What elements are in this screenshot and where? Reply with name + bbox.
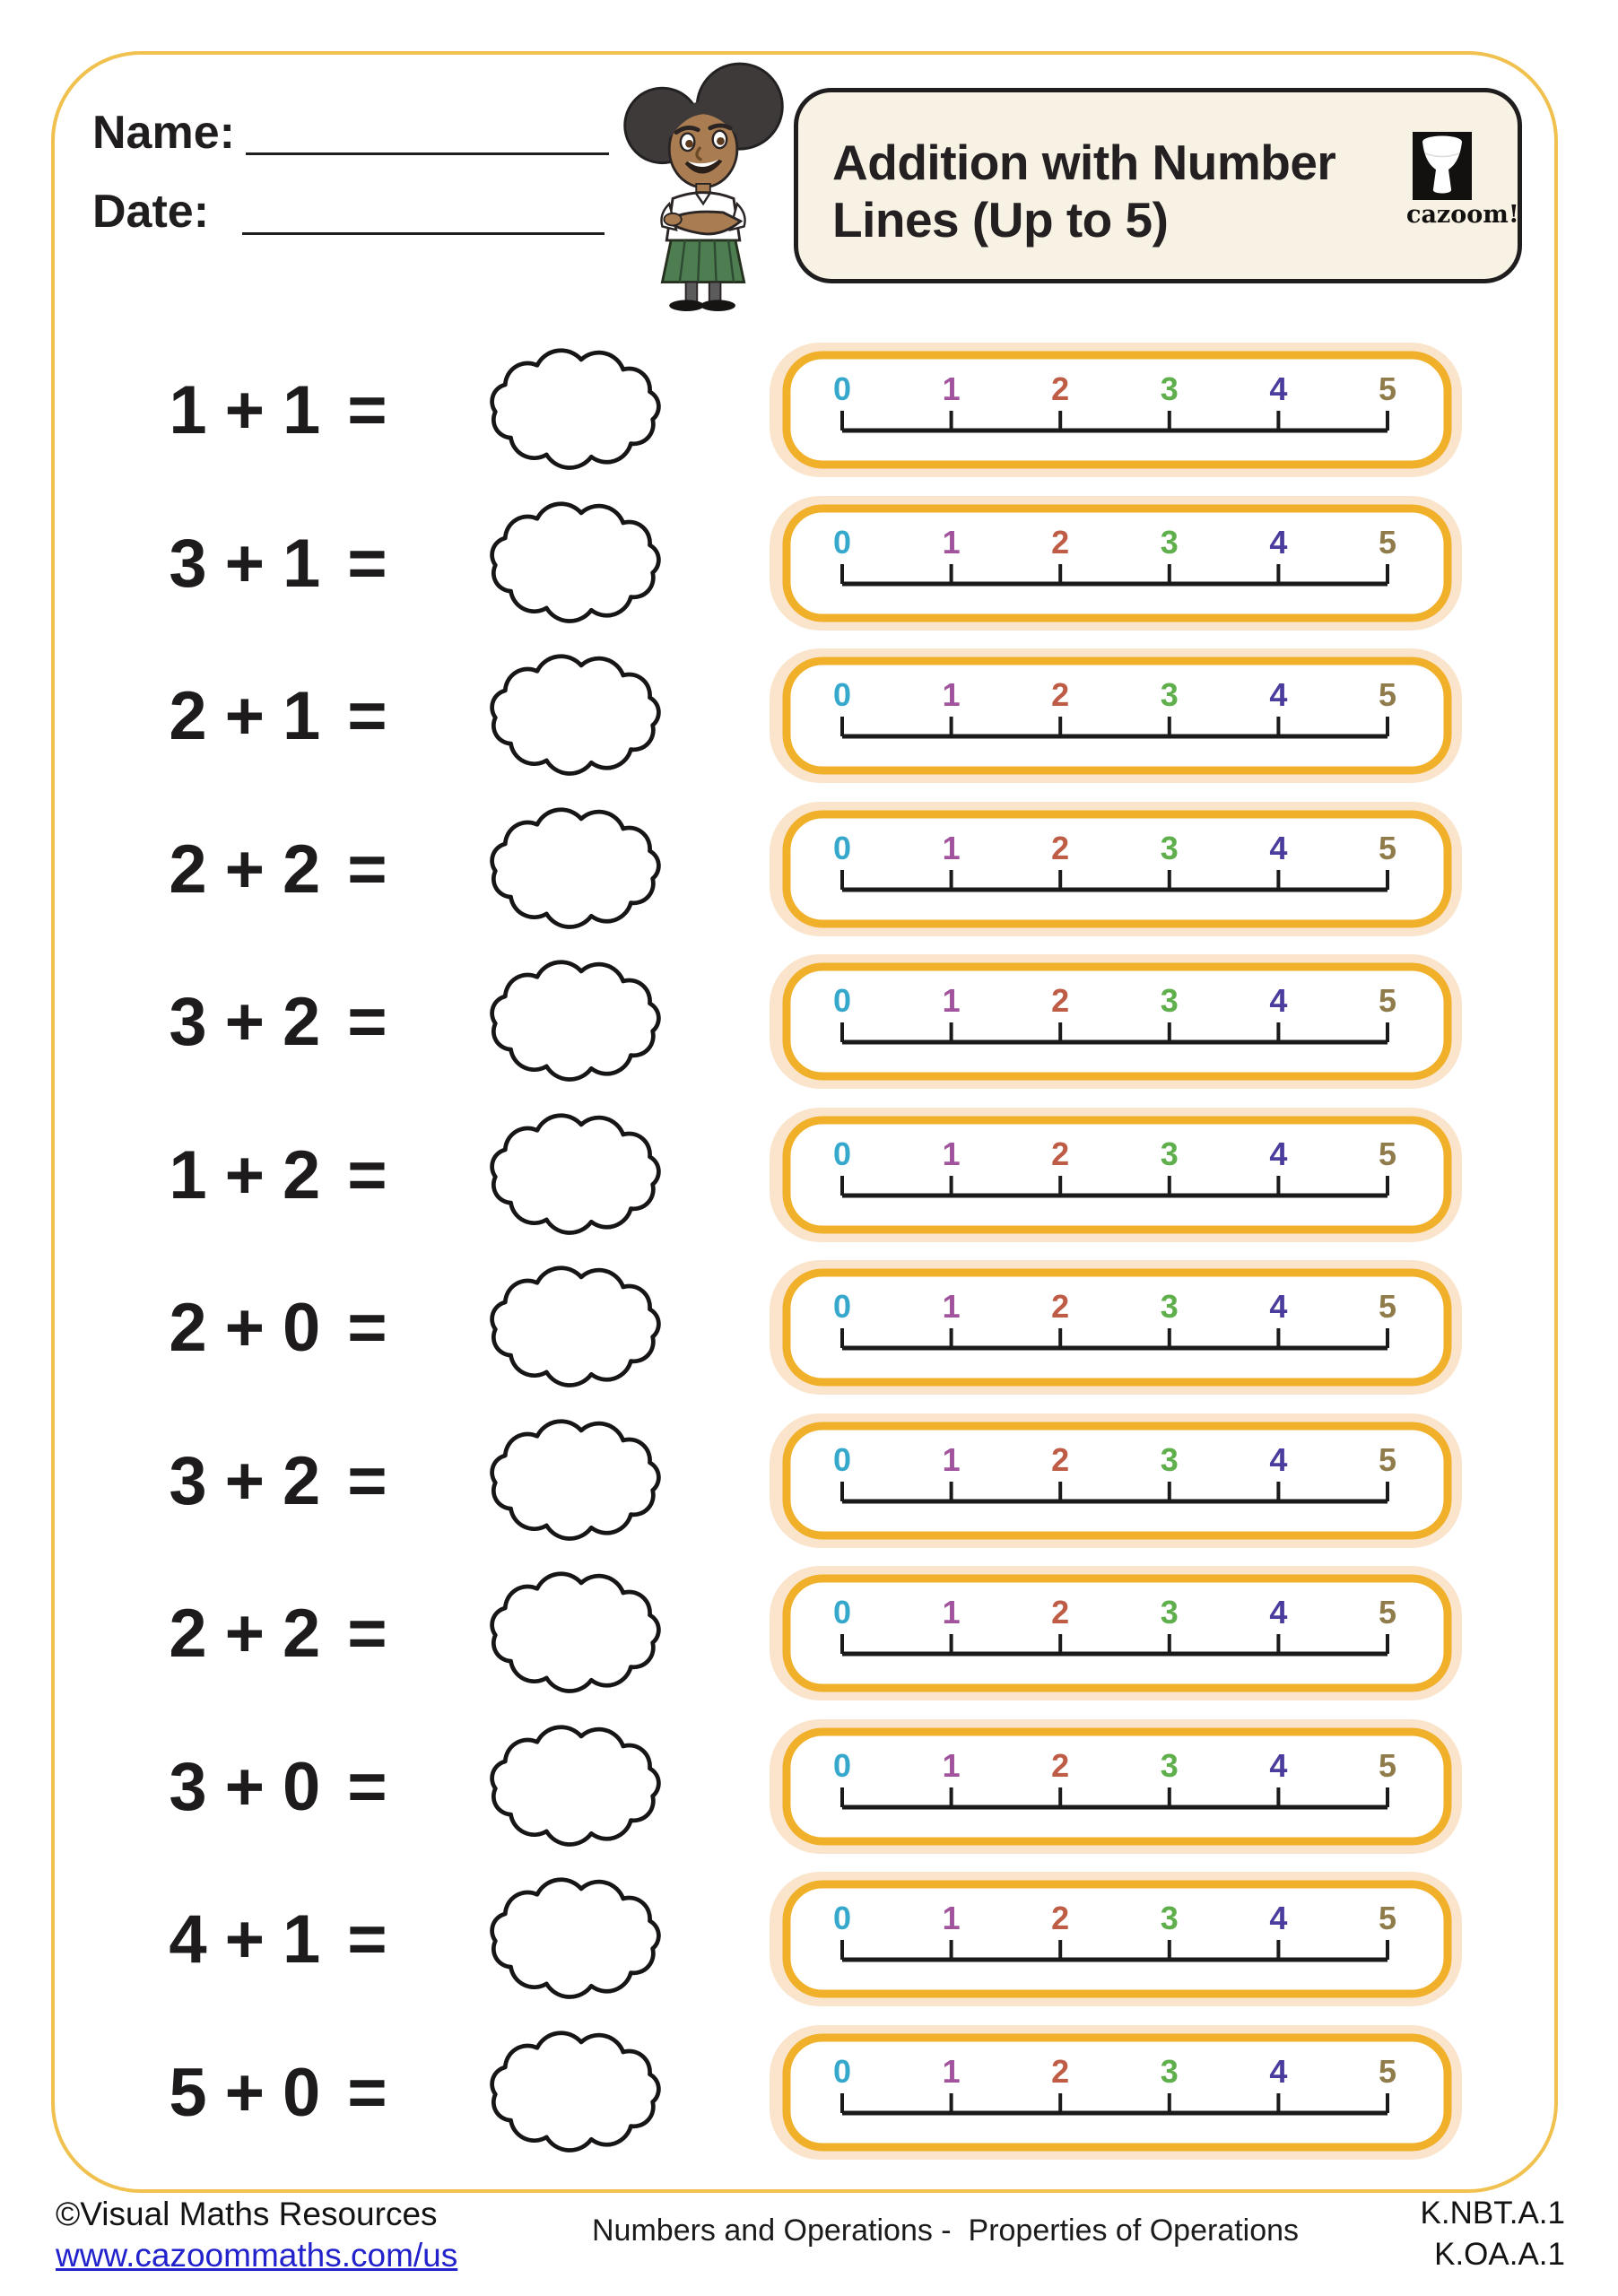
numberline-label-2: 2: [1051, 1135, 1070, 1172]
addend-b: 2: [283, 984, 321, 1060]
numberline-label-5: 5: [1378, 982, 1397, 1019]
addend-a: 2: [169, 678, 207, 754]
numberline-label-0: 0: [832, 676, 852, 713]
numberline-frame: [787, 509, 1448, 618]
plus-sign: +: [224, 831, 265, 908]
numberline-label-1: 1: [942, 1135, 961, 1172]
numberline-label-4: 4: [1269, 1594, 1288, 1631]
numberline-frame: [787, 661, 1448, 770]
website-link[interactable]: www.cazoommaths.com/us: [56, 2237, 458, 2274]
equation: [108, 1412, 448, 1551]
equals-sign: =: [347, 1290, 387, 1366]
numberline-label-4: 4: [1269, 2053, 1288, 2090]
addend-a: 2: [169, 831, 207, 908]
numberline-label-0: 0: [832, 370, 852, 407]
name-line[interactable]: [246, 152, 609, 155]
numberline-label-3: 3: [1160, 830, 1179, 866]
plus-sign: +: [224, 1596, 265, 1672]
numberline-frame: [787, 967, 1448, 1076]
numberline-frame: [787, 1120, 1448, 1230]
addend-b: 2: [283, 1137, 321, 1213]
addend-b: 2: [283, 1596, 321, 1672]
numberline-label-3: 3: [1160, 676, 1179, 713]
numberline-frame: [787, 1273, 1448, 1382]
numberline-frame: [787, 814, 1448, 924]
number-line: [770, 954, 1462, 1089]
numberline-label-5: 5: [1378, 524, 1397, 561]
number-line: [770, 648, 1462, 783]
numberline-frame: [787, 1578, 1448, 1688]
equals-sign: =: [347, 1443, 387, 1519]
numberline-label-3: 3: [1160, 1900, 1179, 1936]
numberline-label-2: 2: [1051, 830, 1070, 866]
numberline-label-1: 1: [942, 370, 961, 407]
equation: [108, 647, 448, 786]
equation: [108, 1564, 448, 1703]
equals-sign: =: [347, 831, 387, 908]
addend-a: 1: [169, 1137, 207, 1213]
numberline-label-5: 5: [1378, 1441, 1397, 1478]
equals-sign: =: [347, 678, 387, 754]
problem-row: [0, 2023, 1618, 2162]
equation: [108, 341, 448, 480]
numberline-label-1: 1: [942, 1594, 961, 1631]
numberline-label-1: 1: [942, 676, 961, 713]
worksheet-title: [832, 134, 1388, 248]
numberline-label-5: 5: [1378, 1135, 1397, 1172]
numberline-label-2: 2: [1051, 1747, 1070, 1784]
numberline-label-4: 4: [1269, 1135, 1288, 1172]
numberline-label-1: 1: [942, 1441, 961, 1478]
addend-b: 0: [283, 2055, 321, 2131]
addend-b: 0: [283, 1290, 321, 1366]
addend-a: 3: [169, 526, 207, 602]
numberline-label-2: 2: [1051, 1441, 1070, 1478]
number-line: [770, 1260, 1462, 1395]
plus-sign: +: [224, 526, 265, 602]
numberline-label-5: 5: [1378, 830, 1397, 866]
equation: [108, 494, 448, 633]
answer-cloud[interactable]: [479, 2023, 671, 2162]
plus-sign: +: [224, 678, 265, 754]
numberline-label-0: 0: [832, 1441, 852, 1478]
answer-cloud[interactable]: [479, 1106, 671, 1245]
answer-cloud[interactable]: [479, 1564, 671, 1703]
numberline-label-5: 5: [1378, 1288, 1397, 1325]
plus-sign: +: [224, 984, 265, 1060]
numberline-label-3: 3: [1160, 1747, 1179, 1784]
number-line: [770, 496, 1462, 631]
answer-cloud[interactable]: [479, 800, 671, 939]
equation: [108, 1106, 448, 1245]
numberline-label-5: 5: [1378, 676, 1397, 713]
numberline-label-0: 0: [832, 1747, 852, 1784]
number-line: [770, 1719, 1462, 1854]
addend-b: 0: [283, 1749, 321, 1825]
answer-cloud[interactable]: [479, 1258, 671, 1397]
numberline-frame: [787, 355, 1448, 465]
equals-sign: =: [347, 1749, 387, 1825]
copyright-text: ©Visual Maths Resources: [56, 2196, 438, 2232]
name-label: Name:: [92, 107, 235, 159]
numberline-label-0: 0: [832, 982, 852, 1019]
numberline-label-1: 1: [942, 2053, 961, 2090]
addend-a: 4: [169, 1901, 207, 1978]
equals-sign: =: [347, 1137, 387, 1213]
numberline-label-5: 5: [1378, 370, 1397, 407]
numberline-label-2: 2: [1051, 1900, 1070, 1936]
number-line: [770, 2025, 1462, 2160]
numberline-label-0: 0: [832, 2053, 852, 2090]
numberline-label-0: 0: [832, 830, 852, 866]
equation: [108, 800, 448, 939]
plus-sign: +: [224, 1749, 265, 1825]
addend-b: 2: [283, 1443, 321, 1519]
plus-sign: +: [224, 1137, 265, 1213]
addend-a: 3: [169, 984, 207, 1060]
problem-row: [0, 647, 1618, 786]
numberline-label-4: 4: [1269, 1288, 1288, 1325]
number-line: [770, 802, 1462, 936]
cazoom-logo: [1406, 132, 1519, 229]
numberline-label-4: 4: [1269, 676, 1288, 713]
equation: [108, 2023, 448, 2162]
standard-knbt: K.NBT.A.1: [1420, 2196, 1565, 2231]
numberline-label-3: 3: [1160, 1135, 1179, 1172]
addend-b: 2: [283, 831, 321, 908]
equals-sign: =: [347, 1596, 387, 1672]
numberline-label-1: 1: [942, 830, 961, 866]
problem-row: [0, 1258, 1618, 1397]
numberline-label-4: 4: [1269, 370, 1288, 407]
number-line: [770, 343, 1462, 477]
addend-b: 1: [283, 678, 321, 754]
answer-cloud[interactable]: [479, 494, 671, 633]
addend-a: 2: [169, 1290, 207, 1366]
numberline-label-3: 3: [1160, 1288, 1179, 1325]
answer-cloud[interactable]: [479, 1718, 671, 1857]
problem-row: [0, 341, 1618, 480]
numberline-label-4: 4: [1269, 524, 1288, 561]
numberline-label-1: 1: [942, 1747, 961, 1784]
numberline-label-1: 1: [942, 1288, 961, 1325]
addend-b: 1: [283, 1901, 321, 1978]
title-box: [794, 88, 1522, 283]
standard-koa: K.OA.A.1: [1434, 2237, 1565, 2272]
numberline-label-3: 3: [1160, 2053, 1179, 2090]
numberline-label-3: 3: [1160, 1594, 1179, 1631]
numberline-label-2: 2: [1051, 1288, 1070, 1325]
numberline-label-4: 4: [1269, 1900, 1288, 1936]
numberline-label-5: 5: [1378, 2053, 1397, 2090]
number-line: [770, 1108, 1462, 1242]
djembe-drum-icon: [1413, 132, 1472, 200]
date-label: Date:: [92, 186, 210, 238]
answer-cloud[interactable]: [479, 1870, 671, 2009]
numberline-label-3: 3: [1160, 524, 1179, 561]
addend-a: 5: [169, 2055, 207, 2131]
answer-cloud[interactable]: [479, 1412, 671, 1551]
numberline-label-0: 0: [832, 1900, 852, 1936]
equation: [108, 1870, 448, 2009]
numberline-label-0: 0: [832, 1594, 852, 1631]
student-illustration: [617, 50, 791, 312]
equation: [108, 952, 448, 1091]
addend-b: 1: [283, 372, 321, 448]
numberline-frame: [787, 2038, 1448, 2147]
problem-row: [0, 1564, 1618, 1703]
numberline-label-1: 1: [942, 524, 961, 561]
problem-row: [0, 1718, 1618, 1857]
numberline-label-3: 3: [1160, 1441, 1179, 1478]
numberline-label-5: 5: [1378, 1747, 1397, 1784]
numberline-label-5: 5: [1378, 1594, 1397, 1631]
numberline-label-4: 4: [1269, 830, 1288, 866]
plus-sign: +: [224, 1443, 265, 1519]
numberline-label-0: 0: [832, 524, 852, 561]
answer-cloud[interactable]: [479, 952, 671, 1091]
equals-sign: =: [347, 2055, 387, 2131]
problem-row: [0, 952, 1618, 1091]
problem-row: [0, 800, 1618, 939]
numberline-label-2: 2: [1051, 524, 1070, 561]
numberline-label-1: 1: [942, 982, 961, 1019]
numberline-frame: [787, 1426, 1448, 1535]
numberline-label-3: 3: [1160, 370, 1179, 407]
equals-sign: =: [347, 526, 387, 602]
numberline-label-1: 1: [942, 1900, 961, 1936]
plus-sign: +: [224, 1901, 265, 1978]
addend-a: 2: [169, 1596, 207, 1672]
equation: [108, 1718, 448, 1857]
addend-a: 3: [169, 1749, 207, 1825]
title-line-1: Addition with Number: [832, 135, 1336, 190]
numberline-frame: [787, 1884, 1448, 1994]
addend-b: 1: [283, 526, 321, 602]
number-line: [770, 1566, 1462, 1700]
date-line[interactable]: [242, 232, 605, 235]
numberline-label-2: 2: [1051, 2053, 1070, 2090]
number-line: [770, 1872, 1462, 2006]
numberline-label-2: 2: [1051, 1594, 1070, 1631]
title-line-2: Lines (Up to 5): [832, 192, 1169, 248]
numberline-label-2: 2: [1051, 982, 1070, 1019]
numberline-label-5: 5: [1378, 1900, 1397, 1936]
number-line: [770, 1413, 1462, 1548]
problem-row: [0, 1412, 1618, 1551]
plus-sign: +: [224, 2055, 265, 2131]
problem-row: [0, 494, 1618, 633]
answer-cloud[interactable]: [479, 647, 671, 786]
plus-sign: +: [224, 372, 265, 448]
numberline-label-2: 2: [1051, 676, 1070, 713]
problem-row: [0, 1870, 1618, 2009]
numberline-label-4: 4: [1269, 1441, 1288, 1478]
equals-sign: =: [347, 372, 387, 448]
answer-cloud[interactable]: [479, 341, 671, 480]
equals-sign: =: [347, 984, 387, 1060]
numberline-label-0: 0: [832, 1135, 852, 1172]
numberline-frame: [787, 1732, 1448, 1841]
numberline-label-4: 4: [1269, 1747, 1288, 1784]
addend-a: 3: [169, 1443, 207, 1519]
equals-sign: =: [347, 1901, 387, 1978]
equation: [108, 1258, 448, 1397]
plus-sign: +: [224, 1290, 265, 1366]
numberline-label-3: 3: [1160, 982, 1179, 1019]
numberline-label-2: 2: [1051, 370, 1070, 407]
problem-row: [0, 1106, 1618, 1245]
logo-wordmark: cazoom!: [1406, 201, 1519, 229]
numberline-label-0: 0: [832, 1288, 852, 1325]
topic-text: Numbers and Operations - Properties of Operations: [592, 2213, 1300, 2248]
addend-a: 1: [169, 372, 207, 448]
numberline-label-4: 4: [1269, 982, 1288, 1019]
